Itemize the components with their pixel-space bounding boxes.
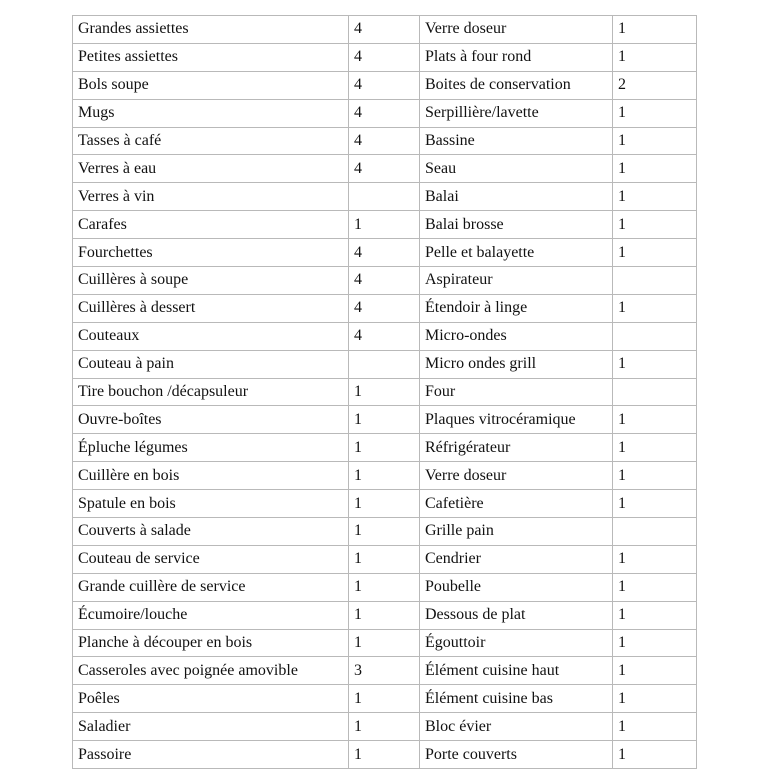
item-name-cell: Verre doseur <box>420 16 613 44</box>
table-row <box>73 685 697 713</box>
table-row <box>73 490 697 518</box>
item-quantity-cell: 1 <box>613 601 697 629</box>
item-name-cell: Balai <box>420 183 613 211</box>
item-quantity-cell: 1 <box>613 43 697 71</box>
table-row <box>73 378 697 406</box>
item-name-cell: Élément cuisine haut <box>420 657 613 685</box>
item-name-cell: Plats à four rond <box>420 43 613 71</box>
table-row <box>73 267 697 295</box>
item-quantity-cell: 1 <box>613 741 697 769</box>
item-name-cell: Poêles <box>73 685 349 713</box>
item-quantity-cell <box>613 267 697 295</box>
item-quantity-cell <box>613 518 697 546</box>
item-name-cell: Couverts à salade <box>73 518 349 546</box>
item-name-cell: Pelle et balayette <box>420 239 613 267</box>
item-quantity-cell: 1 <box>349 573 420 601</box>
item-quantity-cell: 4 <box>349 99 420 127</box>
table-row <box>73 601 697 629</box>
item-name-cell: Bloc évier <box>420 713 613 741</box>
table-row <box>73 239 697 267</box>
item-quantity-cell: 1 <box>613 545 697 573</box>
item-quantity-cell: 4 <box>349 71 420 99</box>
inventory-table <box>72 15 697 769</box>
item-quantity-cell: 1 <box>349 462 420 490</box>
table-row <box>73 99 697 127</box>
item-quantity-cell: 1 <box>613 713 697 741</box>
table-row <box>73 406 697 434</box>
item-name-cell: Serpillière/lavette <box>420 99 613 127</box>
table-row <box>73 741 697 769</box>
table-row <box>73 71 697 99</box>
table-row <box>73 518 697 546</box>
item-quantity-cell: 3 <box>349 657 420 685</box>
item-quantity-cell <box>349 183 420 211</box>
item-quantity-cell: 4 <box>349 267 420 295</box>
item-name-cell: Grandes assiettes <box>73 16 349 44</box>
item-name-cell: Verres à vin <box>73 183 349 211</box>
item-name-cell: Épluche légumes <box>73 434 349 462</box>
item-name-cell: Écumoire/louche <box>73 601 349 629</box>
table-row <box>73 183 697 211</box>
item-quantity-cell: 1 <box>349 741 420 769</box>
item-name-cell: Verres à eau <box>73 155 349 183</box>
table-row <box>73 629 697 657</box>
item-quantity-cell: 1 <box>613 294 697 322</box>
item-name-cell: Poubelle <box>420 573 613 601</box>
item-quantity-cell: 1 <box>613 16 697 44</box>
item-quantity-cell: 1 <box>613 490 697 518</box>
item-quantity-cell: 1 <box>613 406 697 434</box>
item-name-cell: Élément cuisine bas <box>420 685 613 713</box>
item-name-cell: Saladier <box>73 713 349 741</box>
item-quantity-cell: 2 <box>613 71 697 99</box>
item-name-cell: Grille pain <box>420 518 613 546</box>
item-name-cell: Tasses à café <box>73 127 349 155</box>
table-row <box>73 657 697 685</box>
item-quantity-cell: 1 <box>349 713 420 741</box>
table-row <box>73 350 697 378</box>
item-name-cell: Cafetière <box>420 490 613 518</box>
item-name-cell: Seau <box>420 155 613 183</box>
table-row <box>73 545 697 573</box>
table-row <box>73 573 697 601</box>
item-name-cell: Couteau de service <box>73 545 349 573</box>
item-quantity-cell: 1 <box>349 545 420 573</box>
item-quantity-cell: 4 <box>349 43 420 71</box>
item-quantity-cell: 4 <box>349 322 420 350</box>
item-name-cell: Planche à découper en bois <box>73 629 349 657</box>
item-quantity-cell: 1 <box>349 601 420 629</box>
item-name-cell: Passoire <box>73 741 349 769</box>
item-quantity-cell: 1 <box>613 239 697 267</box>
item-quantity-cell: 1 <box>613 155 697 183</box>
item-quantity-cell: 1 <box>349 378 420 406</box>
item-name-cell: Boites de conservation <box>420 71 613 99</box>
item-name-cell: Spatule en bois <box>73 490 349 518</box>
item-name-cell: Micro-ondes <box>420 322 613 350</box>
item-name-cell: Grande cuillère de service <box>73 573 349 601</box>
item-quantity-cell: 1 <box>349 406 420 434</box>
item-name-cell: Cuillère en bois <box>73 462 349 490</box>
item-name-cell: Couteaux <box>73 322 349 350</box>
item-name-cell: Aspirateur <box>420 267 613 295</box>
item-name-cell: Carafes <box>73 211 349 239</box>
item-name-cell: Petites assiettes <box>73 43 349 71</box>
item-name-cell: Mugs <box>73 99 349 127</box>
item-name-cell: Balai brosse <box>420 211 613 239</box>
item-quantity-cell: 1 <box>613 350 697 378</box>
item-quantity-cell: 4 <box>349 127 420 155</box>
item-quantity-cell: 1 <box>613 573 697 601</box>
item-quantity-cell <box>349 350 420 378</box>
item-quantity-cell: 1 <box>349 434 420 462</box>
table-row <box>73 127 697 155</box>
table-row <box>73 322 697 350</box>
item-name-cell: Porte couverts <box>420 741 613 769</box>
item-quantity-cell: 1 <box>349 629 420 657</box>
item-name-cell: Verre doseur <box>420 462 613 490</box>
item-name-cell: Cendrier <box>420 545 613 573</box>
item-quantity-cell: 1 <box>613 127 697 155</box>
item-name-cell: Cuillères à dessert <box>73 294 349 322</box>
table-row <box>73 462 697 490</box>
table-row <box>73 713 697 741</box>
item-quantity-cell: 1 <box>613 685 697 713</box>
item-quantity-cell: 1 <box>613 657 697 685</box>
item-name-cell: Ouvre-boîtes <box>73 406 349 434</box>
item-name-cell: Fourchettes <box>73 239 349 267</box>
item-quantity-cell: 1 <box>613 434 697 462</box>
item-name-cell: Bols soupe <box>73 71 349 99</box>
item-quantity-cell: 4 <box>349 294 420 322</box>
item-quantity-cell: 1 <box>613 211 697 239</box>
item-quantity-cell: 1 <box>349 685 420 713</box>
item-name-cell: Tire bouchon /décapsuleur <box>73 378 349 406</box>
table-row <box>73 16 697 44</box>
item-name-cell: Casseroles avec poignée amovible <box>73 657 349 685</box>
table-row <box>73 43 697 71</box>
item-quantity-cell: 4 <box>349 16 420 44</box>
item-quantity-cell: 1 <box>349 518 420 546</box>
item-quantity-cell: 4 <box>349 155 420 183</box>
table-row <box>73 211 697 239</box>
item-name-cell: Dessous de plat <box>420 601 613 629</box>
item-quantity-cell: 1 <box>349 490 420 518</box>
item-name-cell: Égouttoir <box>420 629 613 657</box>
item-quantity-cell: 1 <box>613 629 697 657</box>
item-quantity-cell: 1 <box>613 99 697 127</box>
item-name-cell: Four <box>420 378 613 406</box>
table-row <box>73 294 697 322</box>
item-quantity-cell: 4 <box>349 239 420 267</box>
item-quantity-cell: 1 <box>613 183 697 211</box>
item-name-cell: Couteau à pain <box>73 350 349 378</box>
table-row <box>73 434 697 462</box>
item-name-cell: Réfrigérateur <box>420 434 613 462</box>
table-row <box>73 155 697 183</box>
item-quantity-cell <box>613 378 697 406</box>
item-name-cell: Micro ondes grill <box>420 350 613 378</box>
item-quantity-cell: 1 <box>349 211 420 239</box>
item-name-cell: Plaques vitrocéramique <box>420 406 613 434</box>
item-quantity-cell <box>613 322 697 350</box>
item-name-cell: Bassine <box>420 127 613 155</box>
inventory-table-body <box>73 16 697 769</box>
item-name-cell: Cuillères à soupe <box>73 267 349 295</box>
item-quantity-cell: 1 <box>613 462 697 490</box>
item-name-cell: Étendoir à linge <box>420 294 613 322</box>
